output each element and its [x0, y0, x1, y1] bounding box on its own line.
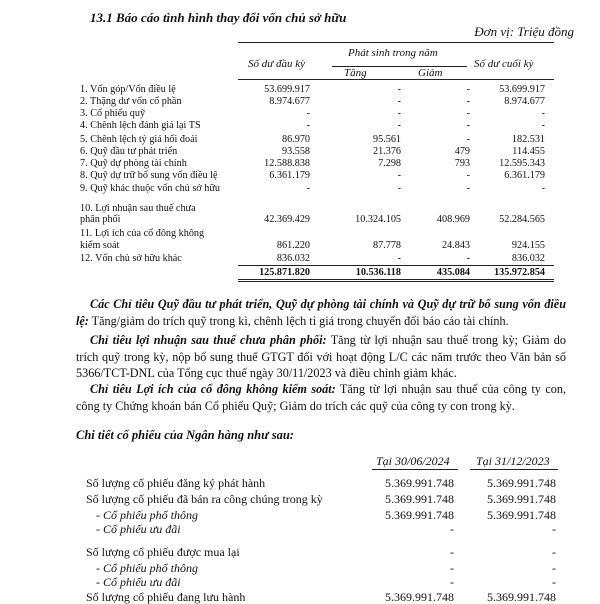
decrease-value: -	[466, 120, 470, 131]
row-label: 5. Chênh lệch tỷ giá hối đoái	[80, 134, 198, 145]
total-row	[0, 267, 600, 278]
row-label: 2. Thặng dư vốn cổ phần	[80, 96, 182, 107]
increase-value: -	[397, 84, 401, 95]
shares-row-label: Số lượng cổ phiếu đã bán ra công chúng trong kỳ	[86, 492, 323, 506]
shares-row-label: Số lượng cổ phiếu đang lưu hành	[86, 590, 246, 604]
shares-value-2023: 5.369.991.748	[487, 508, 556, 522]
table-row	[0, 228, 600, 239]
closing-value: -	[541, 108, 545, 119]
shares-value-2024: -	[450, 575, 454, 589]
decrease-value: -	[466, 134, 470, 145]
unit-label: Đơn vị: Triệu đồng	[474, 24, 574, 39]
closing-value: 182.531	[511, 134, 545, 145]
decrease-value: -	[466, 108, 470, 119]
decrease-value: -	[466, 96, 470, 107]
opening-value: 8.974.677	[269, 96, 310, 107]
shares-row	[0, 476, 600, 490]
closing-value: 836.032	[511, 253, 545, 264]
shares-row	[0, 492, 600, 506]
increase-value: -	[397, 253, 401, 264]
increase-value: 7.298	[378, 158, 401, 169]
table-row	[0, 120, 600, 131]
note-funds-bold: Các Chỉ tiêu Quỹ đầu tư phát triển, Quỹ dự phòng tài chính và Quỹ dự trữ bổ sung vốn điều lệ:	[76, 297, 566, 328]
decrease-value: 479	[454, 146, 470, 157]
opening-value: 42.369.429	[264, 214, 310, 225]
increase-value: -	[397, 108, 401, 119]
shares-value-2023: 5.369.991.748	[487, 590, 556, 604]
closing-value: 8.974.677	[504, 96, 545, 107]
closing-value: 114.455	[512, 146, 545, 157]
note-paragraph-profit	[76, 332, 566, 382]
decrease-value: -	[466, 84, 470, 95]
shares-col1-header: Tại 30/06/2024	[376, 454, 450, 468]
shares-value-2024: 5.369.991.748	[385, 590, 454, 604]
table-row	[0, 240, 600, 251]
table-row	[0, 96, 600, 107]
shares-header-rule-1	[372, 469, 458, 470]
shares-row-label: - Cổ phiếu phổ thông	[96, 561, 198, 575]
row-label: phân phối	[80, 214, 121, 225]
opening-total: 125.871.820	[259, 267, 310, 278]
row-label: 11. Lợi ích của cổ đông không	[80, 228, 205, 239]
shares-value-2024: 5.369.991.748	[385, 508, 454, 522]
total-top-rule	[238, 265, 554, 266]
closing-value: 12.595.343	[499, 158, 545, 169]
shares-row-label: Số lượng cổ phiếu đăng ký phát hành	[86, 476, 266, 490]
increase-value: 21.376	[372, 146, 401, 157]
table-row	[0, 253, 600, 264]
note-profit-text: Tăng từ lợi nhuận sau thuế trong kỳ; Giảm do trích quỹ trong kỳ, nộp bổ sung thuế GTGT đối với hoạt động L/C các năm trước theo Văn bản số 5366/TCT-DNL của Tổng cục thuế ngày 30/11/2023 và điều chỉnh giảm khác.	[76, 333, 566, 380]
shares-value-2023: -	[552, 522, 556, 536]
increase-value: 95.561	[372, 134, 401, 145]
row-label: kiểm soát	[80, 240, 120, 251]
increase-total: 10.536.118	[355, 267, 401, 278]
row-label: 12. Vốn chủ sở hữu khác	[80, 253, 182, 264]
table-row	[0, 84, 600, 95]
increase-value: -	[397, 170, 401, 181]
decrease-total: 435.084	[436, 267, 470, 278]
row-label: 6. Quỹ đầu tư phát triển	[80, 146, 178, 157]
total-bottom-rule	[238, 279, 554, 280]
shares-row-label: - Cổ phiếu ưu đãi	[96, 575, 181, 589]
header-bottom-rule	[238, 79, 554, 80]
opening-value: 53.699.917	[264, 84, 310, 95]
closing-value: 52.284.565	[499, 214, 545, 225]
increase-value: -	[397, 120, 401, 131]
table-top-rule	[238, 42, 554, 43]
opening-value: 6.361.179	[269, 170, 310, 181]
shares-header-rule-2	[470, 469, 558, 470]
increase-value: 10.324.105	[355, 214, 401, 225]
shares-value-2024: 5.369.991.748	[385, 476, 454, 490]
col-closing-header: Số dư cuối kỳ	[474, 58, 534, 70]
shares-sub-row	[0, 561, 600, 575]
table-row	[0, 170, 600, 181]
decrease-value: -	[466, 183, 470, 194]
decrease-value: 408.969	[436, 214, 470, 225]
opening-value: -	[306, 120, 310, 131]
note-profit-bold: Chỉ tiêu lợi nhuận sau thuế chưa phân phối:	[90, 333, 327, 347]
row-label: 9. Quỹ khác thuộc vốn chủ sở hữu	[80, 183, 220, 194]
closing-value: -	[541, 183, 545, 194]
row-label: 4. Chênh lệch đánh giá lại TS	[80, 120, 201, 131]
shares-value-2024: -	[450, 561, 454, 575]
shares-row	[0, 545, 600, 559]
closing-value: -	[541, 120, 545, 131]
shares-value-2024: 5.369.991.748	[385, 492, 454, 506]
shares-value-2023: -	[552, 575, 556, 589]
table-row	[0, 146, 600, 157]
decrease-value: 24.843	[441, 240, 470, 251]
closing-value: 924.155	[511, 240, 545, 251]
decrease-value: 793	[454, 158, 470, 169]
opening-value: 861.220	[276, 240, 310, 251]
table-row	[0, 183, 600, 194]
closing-value: 53.699.917	[499, 84, 545, 95]
closing-value: 6.361.179	[504, 170, 545, 181]
total-double-rule	[238, 281, 554, 282]
increase-value: -	[397, 96, 401, 107]
note-paragraph-minority	[76, 381, 566, 414]
shares-row-label: - Cổ phiếu phổ thông	[96, 508, 198, 522]
col-opening-header: Số dư đầu kỳ	[248, 58, 306, 70]
shares-value-2024: -	[450, 545, 454, 559]
shares-value-2023: 5.369.991.748	[487, 476, 556, 490]
note-minority-bold: Chỉ tiêu Lợi ích của cổ đông không kiểm soát:	[90, 382, 336, 396]
opening-value: -	[306, 183, 310, 194]
opening-value: -	[306, 108, 310, 119]
table-row	[0, 134, 600, 145]
opening-value: 12.588.838	[264, 158, 310, 169]
section-heading: 13.1 Báo cáo tình hình thay đổi vốn chủ sở hữu	[90, 10, 347, 25]
note-funds-text: Tăng/giảm do trích quỹ trong kì, chênh lệch tỉ giá trong chuyển đổi báo cáo tài chính.	[88, 313, 509, 328]
col-decrease-header: Giảm	[418, 67, 443, 79]
shares-row-label: - Cổ phiếu ưu đãi	[96, 522, 181, 536]
shares-value-2023: -	[552, 545, 556, 559]
table-row	[0, 203, 600, 214]
shares-section-title: Chi tiết cổ phiếu của Ngân hàng như sau:	[76, 428, 294, 442]
table-row	[0, 108, 600, 119]
row-label: 10. Lợi nhuận sau thuế chưa	[80, 203, 196, 214]
decrease-value: -	[466, 253, 470, 264]
shares-value-2023: -	[552, 561, 556, 575]
note-paragraph-funds	[76, 296, 566, 329]
increase-value: -	[397, 183, 401, 194]
note-minority-text: Tăng từ lợi nhuận sau thuế của công ty con, công ty Chứng khoán bán Cổ phiếu Quỹ; Giảm do trích các quỹ của công ty con trong kỳ.	[76, 382, 566, 413]
row-label: 1. Vốn góp/Vốn điều lệ	[80, 84, 176, 95]
shares-value-2023: 5.369.991.748	[487, 492, 556, 506]
col-increase-header: Tăng	[344, 67, 367, 79]
shares-value-2024: -	[450, 522, 454, 536]
shares-row-label: Số lượng cổ phiếu được mua lại	[86, 545, 240, 559]
row-label: 3. Cổ phiếu quỹ	[80, 108, 146, 119]
decrease-value: -	[466, 170, 470, 181]
row-label: 7. Quỹ dự phòng tài chính	[80, 158, 187, 169]
increase-value: 87.778	[372, 240, 401, 251]
shares-sub-row	[0, 522, 600, 536]
shares-col2-header: Tại 31/12/2023	[476, 454, 550, 468]
opening-value: 93.558	[281, 146, 310, 157]
col-movement-header: Phát sinh trong năm	[348, 47, 438, 59]
row-label: 8. Quỹ dự trữ bổ sung vốn điều lệ	[80, 170, 218, 181]
shares-sub-row	[0, 575, 600, 589]
opening-value: 86.970	[281, 134, 310, 145]
opening-value: 836.032	[276, 253, 310, 264]
shares-row	[0, 590, 600, 604]
closing-total: 135.972.854	[494, 267, 545, 278]
table-row	[0, 158, 600, 169]
table-row	[0, 214, 600, 225]
shares-sub-row	[0, 508, 600, 522]
